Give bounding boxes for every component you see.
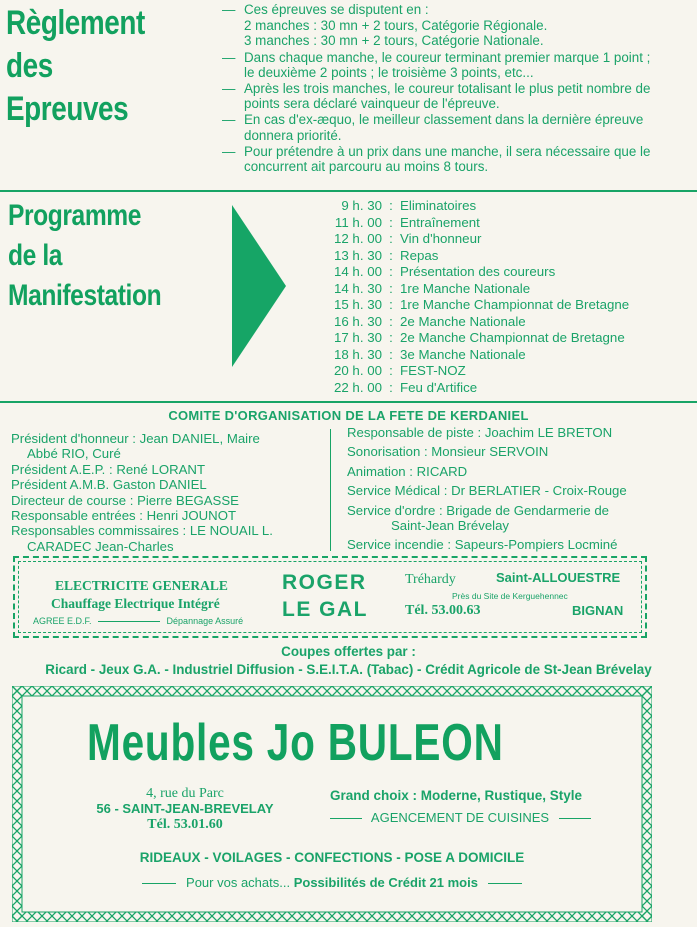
arrow-icon bbox=[232, 205, 286, 367]
schedule-label: Eliminatoires bbox=[400, 198, 477, 213]
comite-member: CARADEC Jean-Charles bbox=[27, 538, 174, 554]
ad-meubles-credit: Possibilités de Crédit 21 mois bbox=[293, 875, 478, 890]
column-divider bbox=[330, 429, 331, 551]
rule-item bbox=[222, 2, 662, 17]
schedule-row bbox=[300, 330, 629, 347]
ad-name: LE GAL bbox=[282, 598, 368, 621]
schedule-time: 14 h. 30 bbox=[333, 280, 382, 296]
schedule-row bbox=[300, 198, 629, 215]
comite-member: Président A.M.B. Gaston DANIEL bbox=[11, 477, 207, 493]
ad-meubles-credit-pre: Pour vos achats... bbox=[186, 875, 291, 890]
rule-text: Après les trois manches, le coureur totalisant le plus petit nombre de points sera déclaré vainqueur de l'épreuve. bbox=[244, 81, 651, 112]
schedule-separator: : bbox=[389, 280, 393, 296]
ad-meubles-choice: Grand choix : Moderne, Rustique, Style bbox=[330, 788, 583, 803]
rule-dash: — bbox=[222, 81, 236, 97]
schedule-separator: : bbox=[389, 264, 393, 280]
schedule-time: 22 h. 00 bbox=[333, 380, 382, 396]
rule-dash: — bbox=[222, 143, 236, 159]
comite-member: Sonorisation : Monsieur SERVOIN bbox=[347, 444, 549, 460]
schedule-row bbox=[300, 264, 629, 281]
schedule-time: 13 h. 30 bbox=[333, 247, 382, 263]
schedule-row bbox=[300, 380, 629, 397]
rule-text: Ces épreuves se disputent en : bbox=[244, 2, 429, 17]
ad-near: Près du Site de Kerguehennec bbox=[452, 591, 568, 601]
comite-title: COMITE D'ORGANISATION DE LA FETE DE KERDANIEL bbox=[168, 408, 529, 423]
schedule-label: 3e Manche Nationale bbox=[400, 346, 526, 362]
reglement-rules bbox=[222, 2, 662, 175]
ad-line: ELECTRICITE GENERALE bbox=[55, 578, 228, 593]
rule-dash: — bbox=[222, 112, 236, 128]
schedule-separator: : bbox=[389, 313, 393, 329]
schedule-row bbox=[300, 297, 629, 314]
ad-meubles-address: 56 - SAINT-JEAN-BREVELAY bbox=[96, 801, 274, 816]
ad-town2: BIGNAN bbox=[572, 603, 624, 618]
ad-depannage-text: Dépannage Assuré bbox=[166, 616, 244, 626]
comite-member: Responsable de piste : Joachim LE BRETON bbox=[347, 425, 613, 440]
schedule-separator: : bbox=[389, 297, 393, 313]
section-divider bbox=[0, 401, 697, 403]
schedule-label: Présentation des coureurs bbox=[400, 264, 556, 280]
ad-agree-text: AGREE E.D.F. bbox=[33, 616, 92, 626]
ad-electricite bbox=[13, 556, 647, 638]
ad-rule bbox=[330, 818, 362, 819]
schedule-time: 20 h. 00 bbox=[333, 363, 382, 379]
rule-item bbox=[222, 144, 662, 174]
programme-title-line: de la bbox=[8, 239, 63, 272]
schedule-label: FEST-NOZ bbox=[400, 363, 466, 379]
programme-title bbox=[8, 196, 161, 316]
ad-tel: Tél. 53.00.63 bbox=[405, 603, 481, 618]
rule-item bbox=[222, 81, 662, 111]
schedule-label: Feu d'Artifice bbox=[400, 380, 478, 396]
ad-agree bbox=[33, 616, 243, 626]
schedule-time: 17 h. 30 bbox=[333, 330, 382, 346]
programme-schedule bbox=[300, 198, 629, 397]
schedule-separator: : bbox=[389, 363, 393, 379]
ad-line: Chauffage Electrique Intégré bbox=[51, 596, 220, 611]
schedule-separator: : bbox=[389, 380, 393, 396]
schedule-label: 2e Manche Championnat de Bretagne bbox=[400, 330, 625, 346]
schedule-row bbox=[300, 363, 629, 380]
comite-member: Service Médical : Dr BERLATIER - Croix-Rouge bbox=[347, 483, 627, 499]
programme-title-line: Programme bbox=[8, 199, 142, 232]
schedule-separator: : bbox=[389, 198, 393, 213]
ad-rule bbox=[98, 621, 160, 622]
ad-place: Tréhardy bbox=[405, 572, 456, 587]
schedule-row bbox=[300, 231, 629, 248]
schedule-row bbox=[300, 215, 629, 232]
reglement-title-line: des bbox=[6, 47, 53, 85]
rule-subitem bbox=[222, 18, 662, 33]
ad-meubles-kitchens: AGENCEMENT DE CUISINES bbox=[370, 810, 550, 825]
schedule-time: 18 h. 30 bbox=[333, 346, 382, 362]
schedule-row bbox=[300, 248, 629, 265]
ad-town: Saint-ALLOUESTRE bbox=[496, 570, 621, 585]
rule-item bbox=[222, 112, 662, 142]
programme-title-line: Manifestation bbox=[8, 279, 162, 312]
rule-text: 3 manches : 30 mn + 2 tours, Catégorie Nationale. bbox=[244, 33, 544, 49]
schedule-time: 12 h. 00 bbox=[333, 231, 382, 247]
schedule-row bbox=[300, 347, 629, 364]
schedule-row bbox=[300, 281, 629, 298]
comite-member: Saint-Jean Brévelay bbox=[391, 518, 510, 534]
coupes-title: Coupes offertes par : bbox=[281, 644, 416, 659]
schedule-label: 1re Manche Championnat de Bretagne bbox=[400, 297, 630, 313]
reglement-title-line: Epreuves bbox=[6, 90, 129, 128]
rule-subitem bbox=[222, 33, 662, 48]
comite-member: Animation : RICARD bbox=[347, 463, 468, 479]
ad-meubles-services: RIDEAUX - VOILAGES - CONFECTIONS - POSE A DOMICILE bbox=[139, 850, 525, 865]
comite-member: Service incendie : Sapeurs-Pompiers Locminé bbox=[347, 537, 618, 553]
schedule-time: 11 h. 00 bbox=[334, 214, 382, 230]
schedule-label: 1re Manche Nationale bbox=[400, 280, 531, 296]
comite-member: Abbé RIO, Curé bbox=[27, 446, 121, 462]
ad-rule bbox=[142, 883, 176, 884]
rule-text: Dans chaque manche, le coureur terminant premier marque 1 point ; le deuxième 2 points ; le troisième 3 points, etc... bbox=[244, 49, 651, 80]
schedule-separator: : bbox=[389, 214, 393, 230]
comite-member: Président d'honneur : Jean DANIEL, Maire bbox=[11, 431, 260, 446]
ad-rule bbox=[559, 818, 591, 819]
comite-member: Président A.E.P. : René LORANT bbox=[11, 461, 205, 477]
section-divider bbox=[0, 190, 697, 192]
ad-name: ROGER bbox=[282, 571, 367, 594]
schedule-separator: : bbox=[389, 330, 393, 346]
schedule-time: 9 h. 30 bbox=[341, 198, 382, 213]
ad-meubles-address: 4, rue du Parc bbox=[146, 786, 224, 801]
reglement-title-line: Règlement bbox=[6, 4, 145, 42]
comite-right-column bbox=[347, 425, 692, 553]
schedule-label: 2e Manche Nationale bbox=[400, 313, 526, 329]
schedule-separator: : bbox=[389, 346, 393, 362]
rule-text: 2 manches : 30 mn + 2 tours, Catégorie Régionale. bbox=[244, 18, 548, 34]
ad-meubles-kitchens-row bbox=[330, 810, 591, 825]
ad-meubles-credit-row bbox=[12, 875, 652, 890]
schedule-row bbox=[300, 314, 629, 331]
schedule-label: Entraînement bbox=[400, 214, 480, 230]
comite-member: Responsables commissaires : LE NOUAIL L. bbox=[11, 523, 273, 539]
ad-rule bbox=[488, 883, 522, 884]
comite-left-column bbox=[11, 431, 331, 554]
comite-member: Directeur de course : Pierre BEGASSE bbox=[11, 492, 239, 508]
rule-text: Pour prétendre à un prix dans une manche, il sera nécessaire que le concurrent ait parcouru au moins 8 tours. bbox=[244, 143, 651, 175]
ad-meubles-tel: Tél. 53.01.60 bbox=[147, 817, 223, 832]
rule-dash: — bbox=[222, 2, 236, 17]
reglement-title bbox=[6, 2, 145, 131]
rule-item bbox=[222, 50, 662, 80]
coupes-sponsors: Ricard - Jeux G.A. - Industriel Diffusion - S.E.I.T.A. (Tabac) - Crédit Agricole de St-Jean Brévelay bbox=[45, 662, 652, 677]
comite-member: Responsable entrées : Henri JOUNOT bbox=[11, 508, 237, 524]
schedule-label: Repas bbox=[400, 247, 439, 263]
rule-dash: — bbox=[222, 49, 236, 65]
schedule-time: 14 h. 00 bbox=[333, 264, 382, 280]
schedule-separator: : bbox=[389, 247, 393, 263]
rule-text: En cas d'ex-æquo, le meilleur classement dans la dernière épreuve donnera priorité. bbox=[244, 112, 644, 143]
schedule-label: Vin d'honneur bbox=[400, 231, 482, 247]
schedule-time: 15 h. 30 bbox=[333, 297, 382, 313]
comite-member: Service d'ordre : Brigade de Gendarmerie de bbox=[347, 502, 610, 518]
schedule-time: 16 h. 30 bbox=[333, 313, 382, 329]
schedule-separator: : bbox=[389, 231, 393, 247]
ad-meubles-title: Meubles Jo BULEON bbox=[87, 714, 504, 772]
